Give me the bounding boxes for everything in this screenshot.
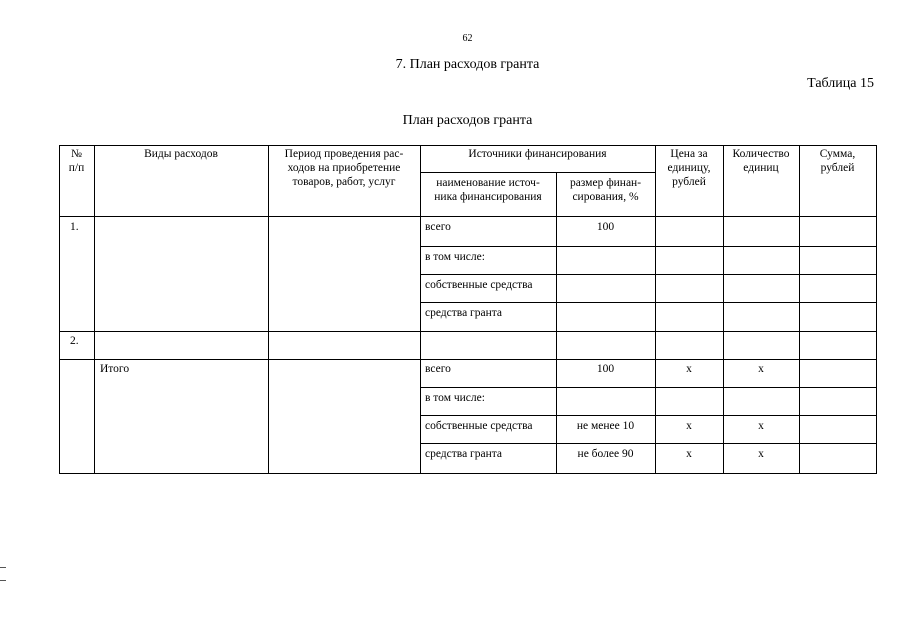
table-rule xyxy=(420,172,655,173)
table-rule xyxy=(876,145,877,474)
table-rule xyxy=(420,246,876,247)
table-label: Таблица 15 xyxy=(807,76,874,91)
row-number: 2. xyxy=(70,335,79,347)
header-funding-sources: Источники финансирования xyxy=(468,148,607,160)
margin-mark xyxy=(0,567,6,568)
source-share-cell: не менее 10 xyxy=(576,420,635,432)
source-share-cell: 100 xyxy=(596,363,615,375)
margin-mark xyxy=(0,580,6,581)
table-rule xyxy=(420,443,876,444)
table-rule xyxy=(420,274,876,275)
source-share-cell: 100 xyxy=(596,221,615,233)
source-name-cell: собственные средства xyxy=(425,420,533,432)
header-sum: Сумма, рублей xyxy=(819,148,856,174)
header-period: Период проведения рас- ходов на приобретение товаров, работ, услуг xyxy=(284,148,404,188)
x-mark: х xyxy=(758,448,764,460)
header-expense-types: Виды расходов xyxy=(144,148,218,160)
table-rule xyxy=(59,145,876,146)
x-mark: х xyxy=(758,363,764,375)
table-rule xyxy=(799,145,800,474)
source-name-cell: в том числе: xyxy=(425,392,485,404)
table-rule xyxy=(59,359,876,360)
source-name-cell: всего xyxy=(425,363,451,375)
table-rule xyxy=(420,387,876,388)
table-rule xyxy=(59,216,876,217)
x-mark: х xyxy=(686,363,692,375)
row-number: 1. xyxy=(70,221,79,233)
source-share-cell: не более 90 xyxy=(577,448,634,460)
table-rule xyxy=(59,331,876,332)
table-rule xyxy=(420,302,876,303)
table-rule xyxy=(59,473,876,474)
table-rule xyxy=(420,415,876,416)
source-name-cell: всего xyxy=(425,221,451,233)
source-name-cell: в том числе: xyxy=(425,251,485,263)
section-title: 7. План расходов гранта xyxy=(395,57,540,72)
x-mark: х xyxy=(686,420,692,432)
header-num: № п/п xyxy=(68,148,85,174)
source-name-cell: средства гранта xyxy=(425,307,503,319)
total-label: Итого xyxy=(100,363,130,375)
source-name-cell: средства гранта xyxy=(425,448,503,460)
source-name-cell: собственные средства xyxy=(425,279,533,291)
header-source-name: наименование источ- ника финансирования xyxy=(434,177,542,203)
table-caption: План расходов гранта xyxy=(402,113,533,128)
x-mark: х xyxy=(686,448,692,460)
header-source-share: размер финан- сирования, % xyxy=(569,177,642,203)
x-mark: х xyxy=(758,420,764,432)
table-rule xyxy=(59,145,60,474)
table-rule xyxy=(268,145,269,474)
header-unit-price: Цена за единицу, рублей xyxy=(667,148,711,188)
page-number: 62 xyxy=(462,33,473,44)
header-quantity: Количество единиц xyxy=(732,148,790,174)
table-rule xyxy=(94,145,95,474)
